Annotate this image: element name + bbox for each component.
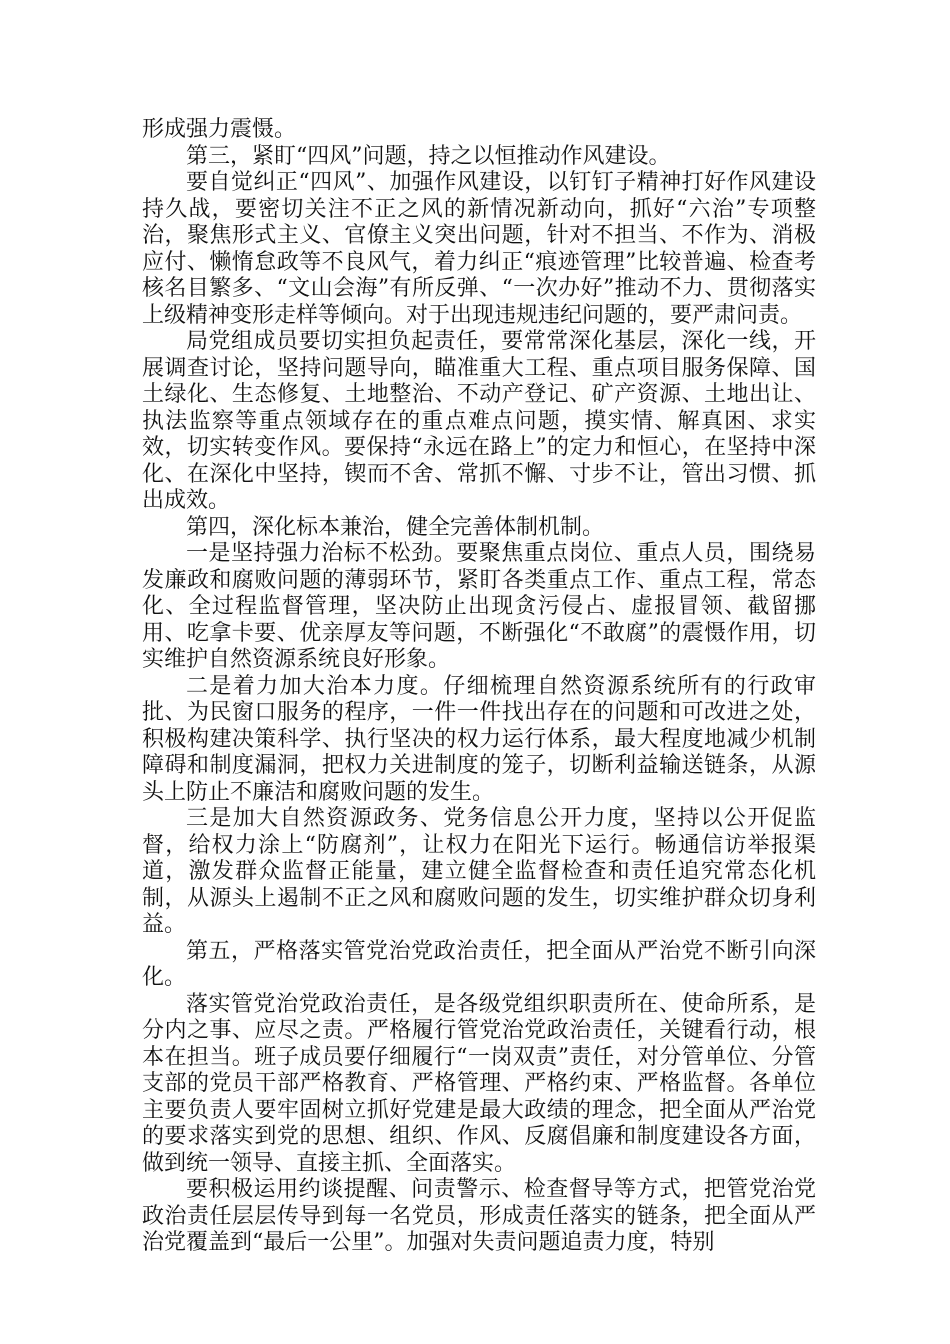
paragraph-continuation: 形成强力震慑。 bbox=[142, 117, 297, 142]
paragraph-party-members: 局党组成员要切实担负起责任，要常常深化基层，深化一线，开展调查讨论，坚持问题导向，瞄准重大工程、重点项目服务保障、国土绿化、生态修复、土地整治、不动产登记、矿产资源、土地出让、执法监察等重点领域存在的重点难点问题，摸实情、解真困、求实效，切实转变作风。要保持“永远在路上”的定力和恒心，在坚持中深化、在深化中坚持，锲而不舍、常抓不懈、寸步不让，管出习惯、抓出成效。 bbox=[142, 329, 816, 513]
paragraph-four-winds: 要自觉纠正“四风”、加强作风建设，以钉钉子精神打好作风建设持久战，要密切关注不正之风的新情况新动向，抓好“六治”专项整治，聚焦形式主义、官僚主义突出问题，针对不担当、不作为、消极应付、懒惰怠政等不良风气，着力纠正“痕迹管理”比较普遍、检查考核名目繁多、“文山会海”有所反弹、“一次办好”推动不力、贯彻落实上级精神变形走样等倾向。对于出现违规违纪问题的，要严肃问责。 bbox=[142, 170, 816, 328]
section-heading-third: 第三，紧盯“四风”问题，持之以恒推动作风建设。 bbox=[186, 143, 671, 169]
section-heading-fifth: 第五，严格落实管党治党政治责任，把全面从严治党不断引向深化。 bbox=[142, 938, 816, 990]
section-heading-fourth: 第四，深化标本兼治，健全完善体制机制。 bbox=[186, 514, 605, 540]
document-page bbox=[142, 117, 816, 1257]
paragraph-accountability: 要积极运用约谈提醒、问责警示、检查督导等方式，把管党治党政治责任层层传导到每一名党员，形成责任落实的链条，把全面从严治党覆盖到“最后一公里”。加强对失责问题追责力度，特别 bbox=[142, 1177, 816, 1255]
paragraph-responsibility: 落实管党治党政治责任，是各级党组织职责所在、使命所系，是分内之事、应尽之责。严格履行管党治党政治责任，关键看行动，根本在担当。班子成员要仔细履行“一岗双责”责任，对分管单位、分管支部的党员干部严格教育、严格管理、严格约束、严格监督。各单位主要负责人要牢固树立抓好党建是最大政绩的理念，把全面从严治党的要求落实到党的思想、组织、作风、反腐倡廉和制度建设各方面，做到统一领导、直接主抓、全面落实。 bbox=[142, 991, 816, 1176]
paragraph-point-one: 一是坚持强力治标不松劲。要聚焦重点岗位、重点人员，围绕易发廉政和腐败问题的薄弱环节，紧盯各类重点工作、重点工程，常态化、全过程监督管理，坚决防止出现贪污侵占、虚报冒领、截留挪用、吃拿卡要、优亲厚友等问题，不断强化“不敢腐”的震慑作用，切实维护自然资源系统良好形象。 bbox=[142, 541, 816, 672]
paragraph-point-three: 三是加大自然资源政务、党务信息公开力度，坚持以公开促监督，给权力涂上“防腐剂”，让权力在阳光下运行。畅通信访举报渠道，激发群众监督正能量，建立健全监督检查和责任追究常态化机制，从源头上遏制不正之风和腐败问题的发生，切实维护群众切身利益。 bbox=[142, 806, 816, 937]
paragraph-point-two: 二是着力加大治本力度。仔细梳理自然资源系统所有的行政审批、为民窗口服务的程序，一件一件找出存在的问题和可改进之处，积极构建决策科学、执行坚决的权力运行体系，最大程度地减少机制障碍和制度漏洞，把权力关进制度的笼子，切断利益输送链条，从源头上防止不廉洁和腐败问题的发生。 bbox=[142, 673, 816, 805]
